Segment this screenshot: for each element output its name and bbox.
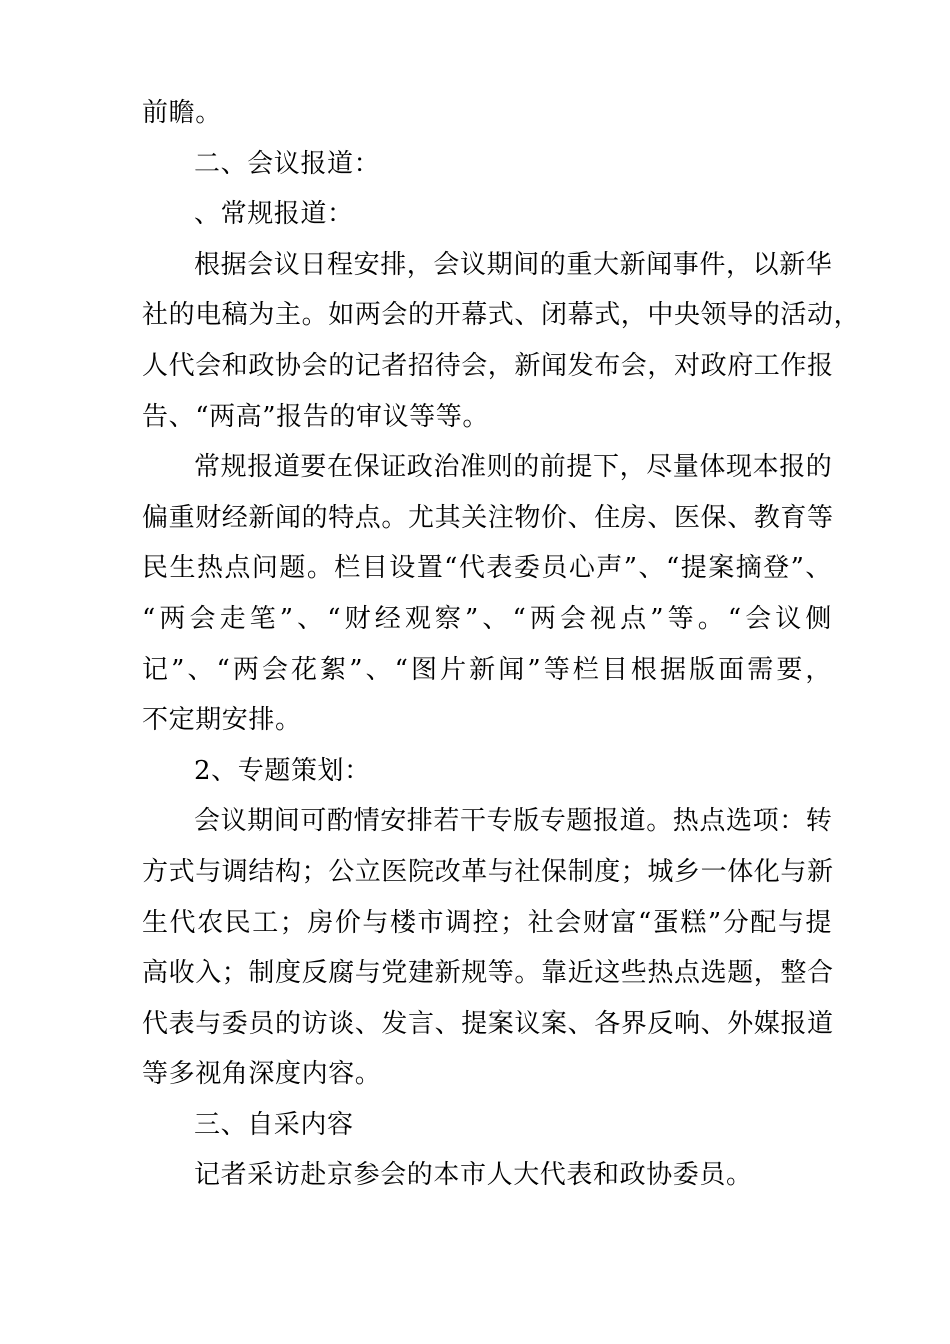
paragraph-line: 社的电稿为主。如两会的开幕式、闭幕式，中央领导的活动，	[142, 300, 861, 331]
paragraph-line: 告、“两高”报告的审议等等。	[142, 401, 489, 432]
paragraph-line: 常规报道要在保证政治准则的前提下，尽量体现本报的	[194, 452, 833, 483]
subheading-regular-coverage: 、常规报道：	[194, 199, 354, 230]
paragraph-line: 记者采访赴京参会的本市人大代表和政协委员。	[194, 1160, 753, 1191]
section-heading-self-sourced: 三、自采内容	[194, 1109, 354, 1140]
paragraph-line: 代表与委员的访谈、发言、提案议案、各界反响、外媒报道	[142, 1008, 834, 1039]
paragraph-line: 生代农民工；房价与楼市调控；社会财富“蛋糕”分配与提	[142, 907, 832, 938]
paragraph-line: 方式与调结构；公立医院改革与社保制度；城乡一体化与新	[142, 856, 834, 887]
paragraph-line: 会议期间可酌情安排若干专版专题报道。热点选项：转	[194, 806, 833, 837]
paragraph-line: “两会走笔”、“财经观察”、“两会视点”等。“会议侧	[142, 603, 832, 634]
paragraph-line: 等多视角深度内容。	[142, 1059, 382, 1090]
document-page	[142, 88, 861, 1201]
subheading-special-planning: 2、专题策划：	[194, 755, 371, 786]
section-heading-meeting-coverage: 二、会议报道：	[194, 148, 381, 179]
paragraph-line: 偏重财经新闻的特点。尤其关注物价、住房、医保、教育等	[142, 502, 834, 533]
paragraph-line: 人代会和政协会的记者招待会，新闻发布会，对政府工作报	[142, 350, 834, 381]
paragraph-line: 根据会议日程安排，会议期间的重大新闻事件，以新华	[194, 249, 833, 280]
paragraph-line: 高收入；制度反腐与党建新规等。靠近这些热点选题，整合	[142, 958, 834, 989]
paragraph-line: 记”、“两会花絮”、“图片新闻”等栏目根据版面需要，	[142, 654, 832, 685]
paragraph-line: 不定期安排。	[142, 705, 302, 736]
text-line: 前瞻。	[142, 98, 222, 128]
paragraph-line: 民生热点问题。栏目设置“代表委员心声”、“提案摘登”、	[142, 553, 832, 584]
